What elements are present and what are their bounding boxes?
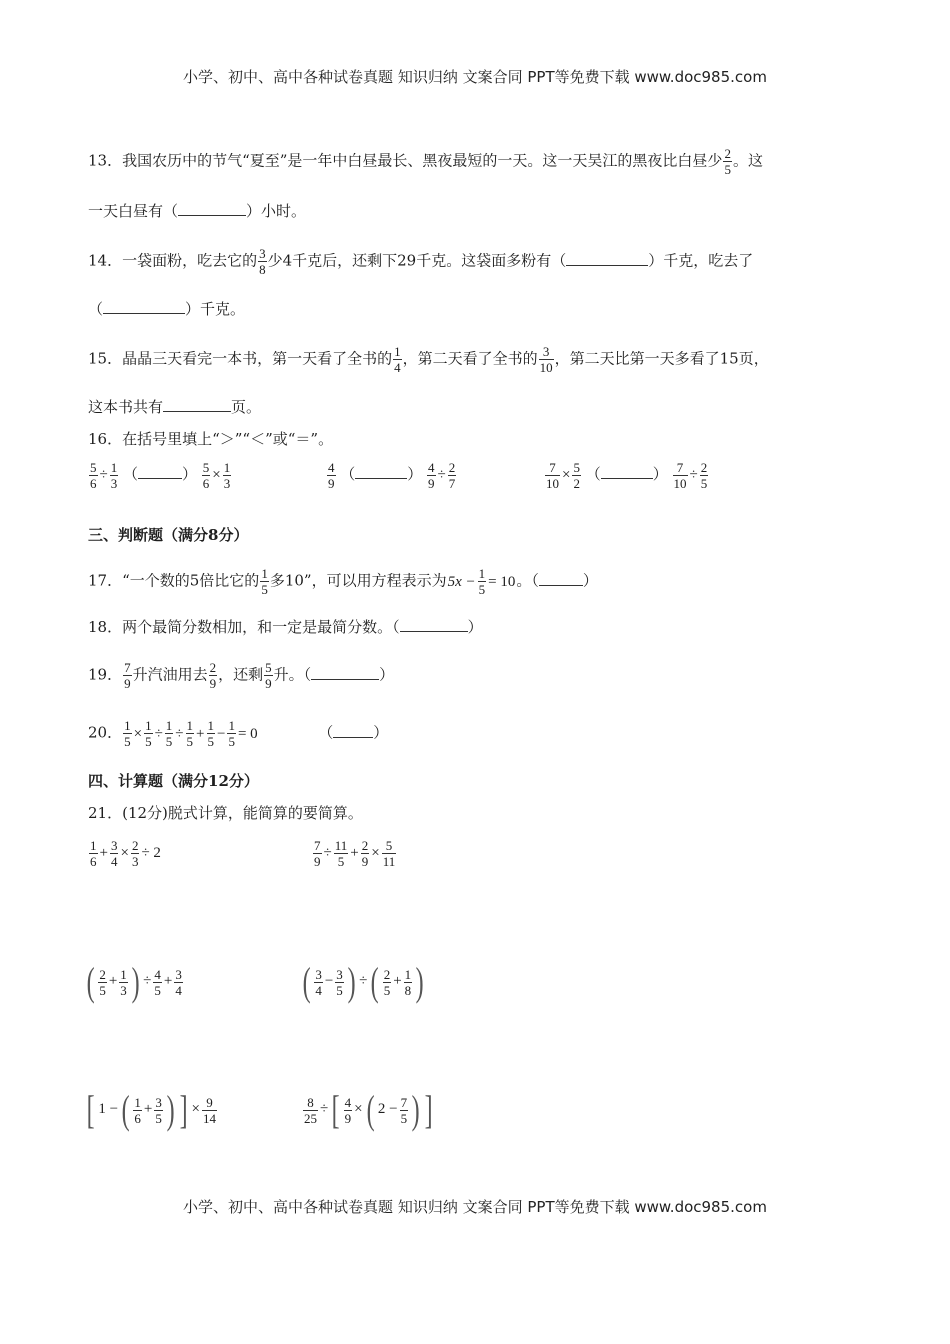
question-14-line1: 14．一袋面粉，吃去它的 $\frac{3}{8}$ 少4千克后，还剩下29千克。这袋面多粉有（ ）千克，吃去了 (88, 246, 754, 277)
answer-blank[interactable] (163, 397, 231, 412)
answer-blank[interactable] (333, 723, 373, 738)
fraction: $\frac{2}{5}$ (724, 146, 731, 177)
page-footer: 小学、初中、高中各种试卷真题 知识归纳 文案合同 PPT等免费下载 www.doc985.com (183, 1198, 767, 1216)
answer-blank[interactable] (103, 299, 185, 314)
question-19: 19． $\frac{7}{9}$ 升汽油用去 $\frac{2}{9}$ ，还剩 $\frac{5}{9}$ 升。（ ） (88, 660, 395, 691)
answer-blank[interactable] (178, 201, 246, 216)
question-15-line2: 这本书共有 页。 (88, 398, 262, 416)
page-header: 小学、初中、高中各种试卷真题 知识归纳 文案合同 PPT等免费下载 www.doc985.com (183, 68, 767, 86)
calc-expression-4: ( $\frac{3}{4}$ − $\frac{3}{5}$ ) ÷( $\frac{2}{5}$ + $\frac{1}{8}$ ) (302, 959, 424, 1004)
compare-blank-1[interactable] (138, 464, 182, 479)
compare-item-2: $\frac{4}{9}$ （ ） $\frac{4}{9}$ ÷ $\frac{2}{7}$ (328, 460, 456, 491)
fraction: $\frac{3}{8}$ (259, 246, 266, 277)
compare-item-1: $\frac{5}{6}$ ÷ $\frac{1}{3}$ （ ） $\frac{5}{6}$ × $\frac{1}{3}$ (90, 460, 231, 491)
section-3-heading: 三、判断题（满分8分） (88, 526, 249, 544)
fraction: $\frac{1}{4}$ (394, 344, 401, 375)
question-14-line2: （ ）千克。 (88, 300, 246, 318)
answer-blank[interactable] (566, 251, 648, 266)
question-15-line1: 15．晶晶三天看完一本书，第一天看了全书的 $\frac{1}{4}$ ，第二天看了全书的 $\frac{3}{10}$ ，第二天比第一天多看了15页， (88, 344, 769, 375)
calc-expression-1: $\frac{1}{6}$ + $\frac{3}{4}$ × $\frac{2}{3}$ ÷ 2 (90, 838, 161, 869)
compare-blank-3[interactable] (601, 464, 653, 479)
compare-item-3: $\frac{7}{10}$ × $\frac{5}{2}$ （ ） $\frac{7}{10}$ ÷ $\frac{2}{5}$ (546, 460, 708, 491)
question-17: 17．“一个数的5倍比它的 $\frac{1}{5}$ 多10”，可以用方程表示为5x − $\frac{1}{5}$ = 10。（ ） (88, 566, 598, 597)
question-18: 18．两个最简分数相加，和一定是最简分数。（ ） (88, 618, 483, 636)
calc-expression-3: ( $\frac{2}{5}$ + $\frac{1}{3}$ ) ÷ $\frac{4}{5}$ + $\frac{3}{4}$ (86, 959, 182, 1004)
calc-expression-6: $\frac{8}{25}$ ÷[ $\frac{4}{9}$ ×( 2 − $\frac{7}{5}$ ) ] (304, 1087, 434, 1132)
question-20: 20． $\frac{1}{5}$ × $\frac{1}{5}$ ÷ $\frac{1}{5}$ ÷ $\frac{1}{5}$ + $\frac{1}{5}$ − $\frac{1}{5}$ = 0 （ ） (88, 718, 389, 749)
section-4-heading: 四、计算题（满分12分） (88, 772, 259, 790)
fraction: $\frac{3}{10}$ (539, 344, 553, 375)
calc-expression-2: $\frac{7}{9}$ ÷ $\frac{11}{5}$ + $\frac{2}{9}$ × $\frac{5}{11}$ (314, 838, 396, 869)
question-16-text: 16．在括号里填上“＞”“＜”或“＝”。 (88, 430, 334, 448)
question-13-line2: 一天白昼有（ ）小时。 (88, 202, 307, 220)
answer-blank[interactable] (400, 617, 468, 632)
calc-expression-5: [ 1 −( $\frac{1}{6}$ + $\frac{3}{5}$ ) ] × $\frac{9}{14}$ (86, 1087, 216, 1132)
question-13-line1: 13．我国农历中的节气“夏至”是一年中白昼最长、黑夜最短的一天。这一天吴江的黑夜比白昼少 $\frac{2}{5}$ 。这 (88, 146, 763, 177)
compare-blank-2[interactable] (355, 464, 407, 479)
answer-blank[interactable] (539, 571, 583, 586)
answer-blank[interactable] (311, 665, 379, 680)
question-21-text: 21．(12分)脱式计算，能简算的要简算。 (88, 804, 363, 822)
